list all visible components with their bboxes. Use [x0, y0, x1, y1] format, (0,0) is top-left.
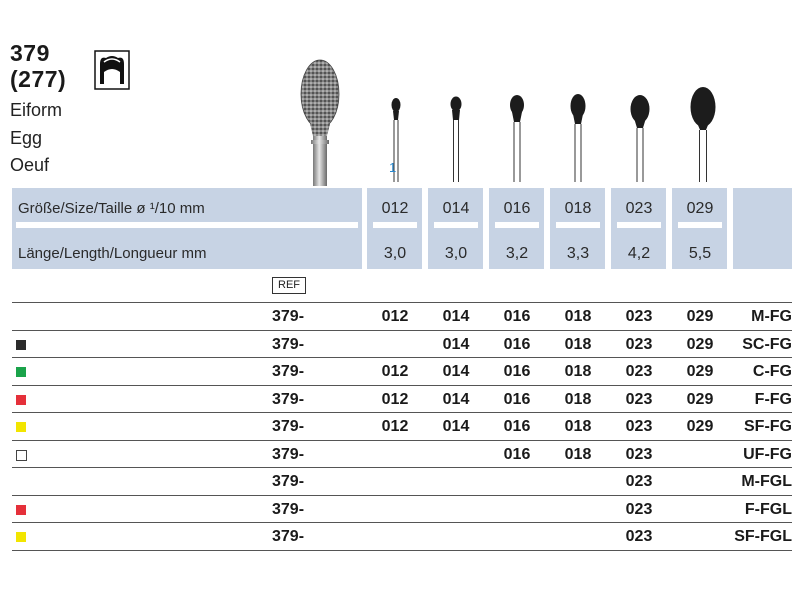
- row-divider: [12, 330, 792, 331]
- spec-divider: [617, 222, 661, 228]
- row-divider: [12, 467, 792, 468]
- size-code: 029: [686, 418, 714, 435]
- size-code: 014: [442, 418, 470, 435]
- size-value: 014: [442, 200, 470, 217]
- size-code: 012: [381, 363, 409, 380]
- size-code: 023: [625, 473, 653, 490]
- grit-color-swatch: [16, 395, 26, 405]
- shank-type-code: SF-FGL: [734, 528, 792, 545]
- shank-type-code: M-FG: [751, 308, 792, 325]
- length-value: 3,2: [505, 245, 529, 262]
- bur-size-023-icon: [624, 90, 656, 187]
- length-value: 3,3: [566, 245, 590, 262]
- shape-name-en: Egg: [10, 128, 43, 148]
- length-value: 5,5: [688, 245, 712, 262]
- grit-color-swatch: [16, 505, 26, 515]
- spec-divider: [556, 222, 600, 228]
- grit-color-swatch: [16, 532, 26, 542]
- ref-prefix: 379-: [272, 500, 305, 518]
- row-divider: [12, 550, 792, 551]
- row-divider: [12, 385, 792, 386]
- spec-divider: [495, 222, 539, 228]
- size-code: 029: [686, 390, 714, 408]
- size-code: 023: [625, 445, 653, 463]
- iso-number: (277): [10, 66, 67, 92]
- size-code: 023: [625, 418, 653, 435]
- size-code: 018: [564, 308, 592, 325]
- size-code: 018: [564, 390, 592, 408]
- ref-prefix: 379-: [272, 390, 305, 408]
- spec-divider: [434, 222, 478, 228]
- spec-divider: [373, 222, 417, 228]
- shank-type-code: SF-FG: [744, 418, 792, 435]
- grit-color-swatch: [16, 450, 27, 461]
- size-code: 014: [442, 335, 470, 353]
- size-code: 023: [625, 308, 653, 325]
- size-code: 029: [686, 308, 714, 325]
- length-value: 3,0: [383, 245, 407, 262]
- size-label: Größe/Size/Taille ø ¹/10 mm: [18, 200, 205, 217]
- size-code: 023: [625, 528, 653, 545]
- size-value: 016: [503, 200, 531, 217]
- spec-divider: [678, 222, 722, 228]
- size-code: 014: [442, 390, 470, 408]
- ref-prefix: 379-: [272, 363, 305, 380]
- bur-large-illustration: [296, 56, 346, 191]
- length-value: 3,0: [444, 245, 468, 262]
- size-code: 029: [686, 363, 714, 380]
- shape-name-fr: Oeuf: [10, 155, 50, 175]
- ref-label: REF: [272, 277, 306, 294]
- bur-size-018-icon: [563, 88, 593, 187]
- grit-color-swatch: [16, 340, 26, 350]
- bur-size-029-icon: [686, 84, 720, 187]
- size-code: 016: [503, 363, 531, 380]
- row-divider: [12, 495, 792, 496]
- row-divider: [12, 412, 792, 413]
- spec-col-empty: [733, 188, 792, 269]
- size-code: 012: [381, 390, 409, 408]
- shank-type-code: SC-FG: [742, 335, 792, 353]
- ref-prefix: 379-: [272, 335, 305, 353]
- size-code: 018: [564, 363, 592, 380]
- ref-prefix: 379-: [272, 528, 305, 545]
- shank-type-code: M-FGL: [741, 473, 792, 490]
- size-code: 016: [503, 418, 531, 435]
- ref-prefix: 379-: [272, 473, 305, 490]
- shank-type-code: F-FG: [754, 390, 792, 408]
- ref-prefix: 379-: [272, 418, 305, 435]
- bur-size-014-icon: [441, 90, 471, 187]
- length-value: 4,2: [627, 245, 651, 262]
- spec-divider: [16, 222, 358, 228]
- shank-type-code: UF-FG: [743, 445, 792, 463]
- crown-preparation-icon: [94, 50, 130, 90]
- size-code: 016: [503, 390, 531, 408]
- shape-name-de: Eiform: [10, 100, 63, 120]
- grit-color-swatch: [16, 422, 26, 432]
- size-code: 018: [564, 445, 592, 463]
- size-value: 023: [625, 200, 653, 217]
- length-label: Länge/Length/Longueur mm: [18, 245, 207, 262]
- bur-size-016-icon: [502, 90, 532, 187]
- size-code: 016: [503, 308, 531, 325]
- row-divider: [12, 302, 792, 303]
- shank-type-code: F-FGL: [744, 500, 792, 518]
- shank-type-code: C-FG: [752, 363, 792, 380]
- ref-prefix: 379-: [272, 308, 305, 325]
- size-code: 014: [442, 363, 470, 380]
- row-divider: [12, 440, 792, 441]
- row-divider: [12, 522, 792, 523]
- size-code: 023: [625, 363, 653, 380]
- grit-color-swatch: [16, 367, 26, 377]
- size-code: 016: [503, 445, 531, 463]
- size-code: 018: [564, 418, 592, 435]
- size-code: 018: [564, 335, 592, 353]
- size-value: 012: [381, 200, 409, 217]
- size-code: 012: [381, 308, 409, 325]
- size-value: 029: [686, 200, 714, 217]
- row-divider: [12, 357, 792, 358]
- size-code: 023: [625, 500, 653, 518]
- size-code: 012: [381, 418, 409, 435]
- size-value: 018: [564, 200, 592, 217]
- ref-prefix: 379-: [272, 445, 305, 463]
- size-code: 023: [625, 390, 653, 408]
- size-code: 016: [503, 335, 531, 353]
- bur-tip-label: 1: [389, 160, 397, 175]
- size-code: 029: [686, 335, 714, 353]
- size-code: 014: [442, 308, 470, 325]
- size-code: 023: [625, 335, 653, 353]
- product-number: 379: [10, 40, 50, 66]
